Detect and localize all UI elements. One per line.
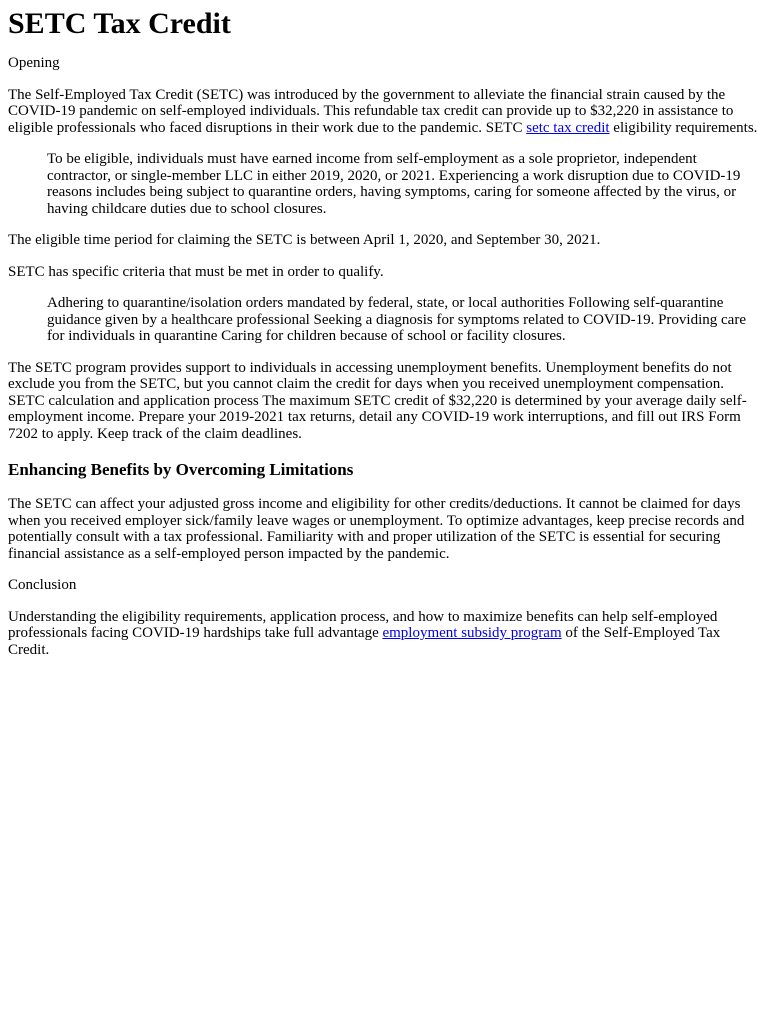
intro-text-before-link: The Self-Employed Tax Credit (SETC) was introduced by the government to alleviate the financial strain caused by the COVID-19 pandemic on self-employed individuals. This refundable tax credit can provide up to $32,220 in assistance to eligible professionals who faced disruptions in their work due to the pandemic. SETC — [8, 86, 734, 136]
time-period-paragraph: The eligible time period for claiming the SETC is between April 1, 2020, and September 30, 2021. — [8, 232, 601, 248]
conclusion-text-after-link: of the Self-Employed Tax Credit. — [8, 625, 721, 658]
section-heading: Enhancing Benefits by Overcoming Limitations — [8, 460, 354, 479]
opening-label: Opening — [8, 55, 60, 71]
employment-subsidy-program-link[interactable]: employment subsidy program — [382, 625, 562, 641]
conclusion-label: Conclusion — [8, 577, 77, 593]
setc-tax-credit-link[interactable]: setc tax credit — [526, 119, 610, 136]
eligibility-quote: To be eligible, individuals must have earned income from self-employment as a sole proprietor, independent contractor, or single-member LLC in either 2019, 2020, or 2021. Experiencing a work disruption due to COVID-19 reasons includes being subject to quarantine orders, having symptoms, caring for someone affected by the virus, or having childcare duties due to school closures. — [47, 151, 741, 217]
criteria-intro-paragraph: SETC has specific criteria that must be met in order to qualify. — [8, 263, 384, 280]
conclusion-text-before-link: Understanding the eligibility requirements, application process, and how to maximize benefits can help self-employed professionals facing COVID-19 hardships take full advantage — [8, 608, 718, 641]
conclusion-paragraph — [8, 609, 760, 659]
intro-text-after-link: eligibility requirements. — [609, 119, 758, 136]
page-title: SETC Tax Credit — [8, 7, 231, 40]
intro-paragraph — [8, 87, 760, 137]
criteria-quote: Adhering to quarantine/isolation orders mandated by federal, state, or local authorities Following self-quarantine guidance given by a healthcare professional Seeking a diagnosis for symptoms related to COVID-19. Providing care for individuals in quarantine Caring for children because of school or facility closures. — [47, 295, 746, 344]
article — [0, 7, 768, 658]
benefits-paragraph: The SETC can affect your adjusted gross income and eligibility for other credits/deductions. It cannot be claimed for days when you received employer sick/family leave wages or unemployment. To optimize advantages, keep precise records and potentially consult with a tax professional. Familiarity with and proper utilization of the SETC is essential for securing financial assistance as a self-employed person impacted by the pandemic. — [8, 496, 745, 562]
program-paragraph: The SETC program provides support to individuals in accessing unemployment benefits. Unemployment benefits do not exclude you from the SETC, but you cannot claim the credit for days when you received unemployment compensation. SETC calculation and application process The maximum SETC credit of $32,220 is determined by your average daily self-employment income. Prepare your 2019-2021 tax returns, detail any COVID-19 work interruptions, and fill out IRS Form 7202 to apply. Keep track of the claim deadlines. — [8, 359, 747, 442]
